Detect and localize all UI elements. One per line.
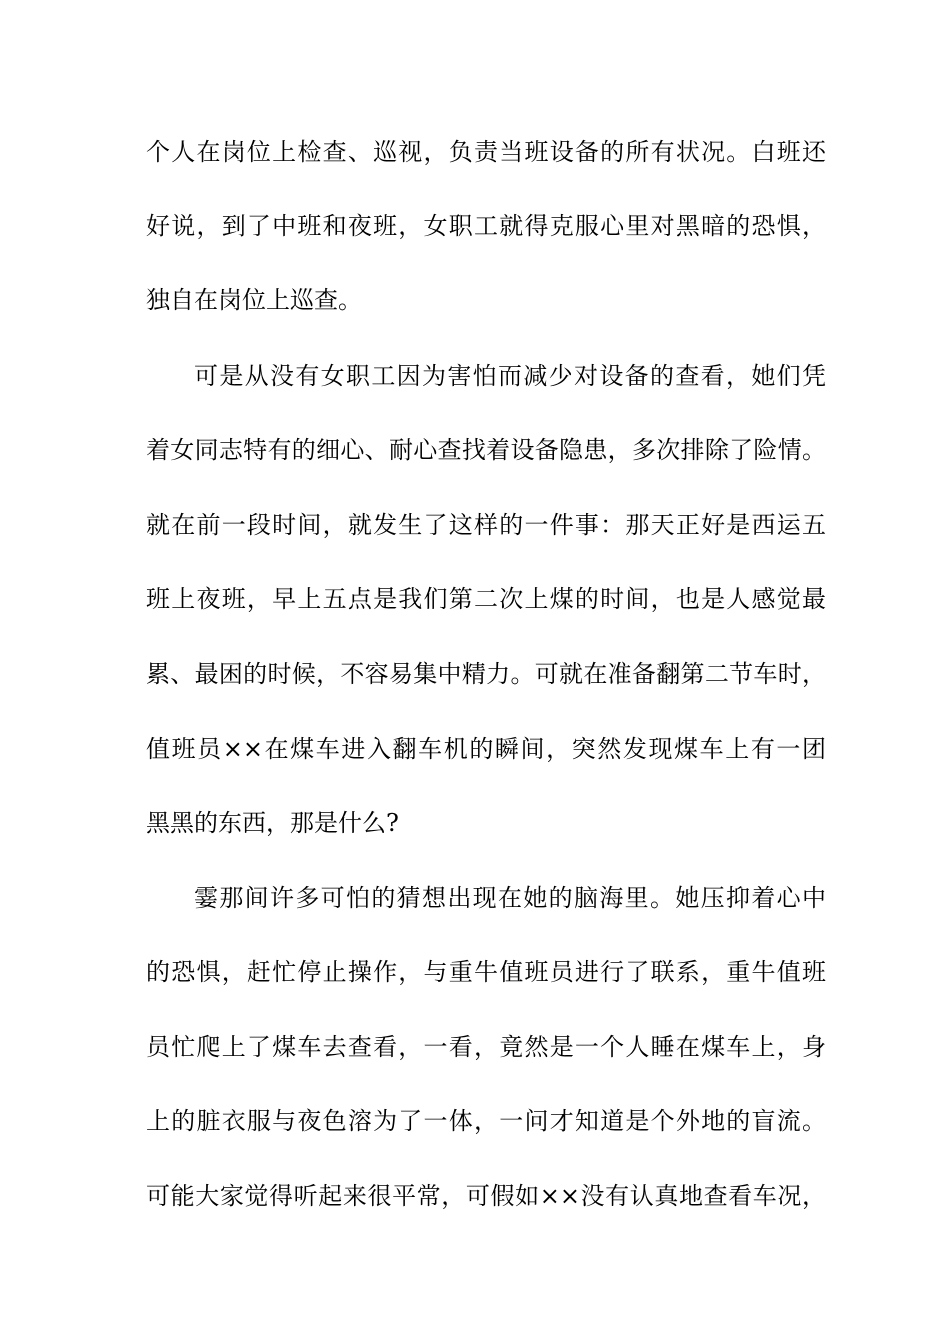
text-line: 就在前一段时间，就发生了这样的一件事：那天正好是西运五 [146,511,826,539]
text-line: 的恐惧，赶忙停止操作，与重牛值班员进行了联系，重牛值班 [146,958,826,986]
text-line: 黑黑的东西，那是什么? [146,809,399,837]
text-line: 班上夜班，早上五点是我们第二次上煤的时间，也是人感觉最 [146,585,826,613]
text-line: 个人在岗位上检查、巡视，负责当班设备的所有状况。白班还 [146,138,826,166]
text-line: 可是从没有女职工因为害怕而减少对设备的查看，她们凭 [194,362,826,390]
text-line: 好说，到了中班和夜班，女职工就得克服心里对黑暗的恐惧， [146,212,826,240]
text-line: 员忙爬上了煤车去查看，一看，竟然是一个人睡在煤车上，身 [146,1033,826,1061]
text-line: 值班员××在煤车进入翻车机的瞬间，突然发现煤车上有一团 [146,735,826,763]
text-line: 霎那间许多可怕的猜想出现在她的脑海里。她压抑着心中 [194,884,826,912]
text-line: 独自在岗位上巡查。 [146,286,362,314]
text-line: 累、最困的时候，不容易集中精力。可就在准备翻第二节车时， [146,660,826,688]
text-line: 可能大家觉得听起来很平常，可假如××没有认真地查看车况， [146,1182,826,1210]
text-line: 着女同志特有的细心、耐心查找着设备隐患，多次排除了险情。 [146,436,826,464]
text-line: 上的脏衣服与夜色溶为了一体，一问才知道是个外地的盲流。 [146,1107,826,1135]
